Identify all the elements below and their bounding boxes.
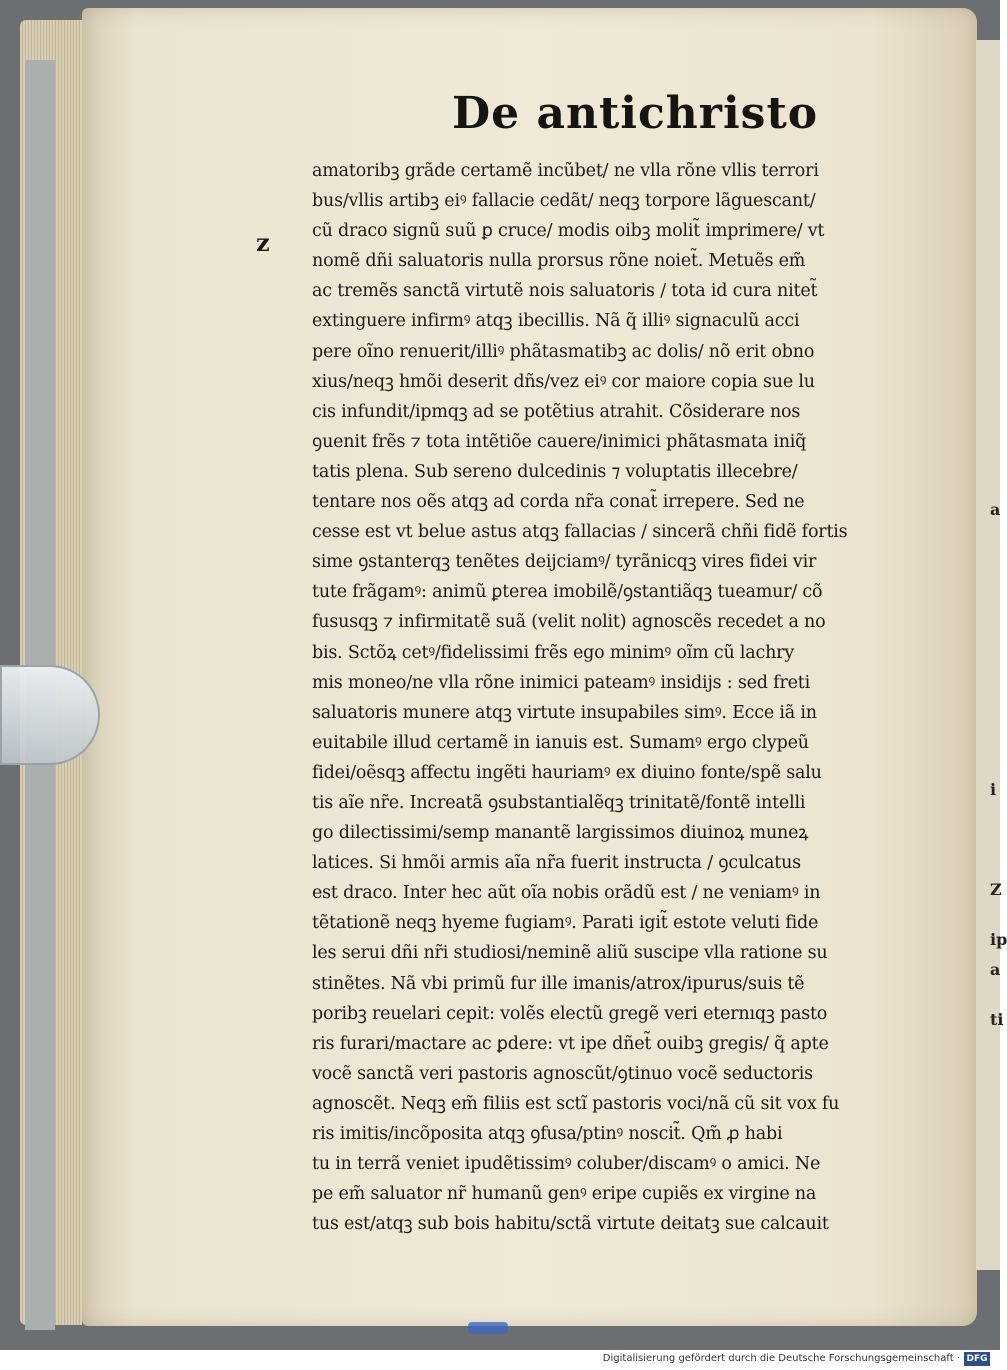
text-line: poribꝫ reuelari cepit: volẽs electũ gregẽ veri eternıqꝫ pasto (312, 1003, 828, 1024)
text-line: pere oĩno renuerit/illiꝰ phãtasmatibꝫ ac dolis/ nõ erit obno (312, 341, 815, 362)
text-line: saluatoris munere atqꝫ virtute insupabiles simꝰ. Ecce iã in (312, 702, 817, 723)
text-line: tute frãgamꝰ: animũ ꝑterea imobilẽ/ꝯstantiãqꝫ tueamur/ cõ (312, 582, 823, 603)
body-text (312, 156, 902, 1239)
text-line: vocẽ sanctã veri pastoris agnoscũt/ꝯtinuo vocẽ seductoris (312, 1063, 813, 1084)
footer-credit: Digitalisierung gefördert durch die Deutsche Forschungsgemeinschaft · (602, 1353, 960, 1364)
facing-page-fragment: ti (990, 1010, 1004, 1029)
page-heading: De antichristo (452, 88, 819, 139)
text-line: cis infundit/ipmqꝫ ad se potẽtius atrahit. Cõsiderare nos (312, 401, 801, 422)
text-line: cũ draco signũ suũ ꝑ cruce/ modis oibꝫ molit̃ imprimere/ vt (312, 221, 825, 242)
text-line: mis moneo/ne vlla rõne inimici pateamꝰ insidijs : sed freti (312, 672, 811, 693)
text-line: sime ꝯstanterqꝫ tenẽtes deijciamꝰ/ tyrãnicqꝫ vires fidei vir (312, 552, 817, 573)
text-line: tatis plena. Sub sereno dulcedinis ⁊ voluptatis illecebre/ (312, 461, 798, 482)
facing-page-fragment: ip (990, 930, 1007, 949)
text-line: agnoscẽt. Neqꝫ em̃ filiis est sctĩ pastoris voci/nã cũ sit vox fu (312, 1093, 840, 1114)
text-line: ris imitis/incõposita atqꝫ ꝯfusa/ptinꝰ noscit̃. Qm̃ ꝓ habi (312, 1124, 783, 1144)
text-line: est draco. Inter hec aũt oĩa nobis orãdũ est / ne veniamꝰ in (312, 883, 821, 904)
facing-page-fragment: a (990, 500, 1001, 519)
dfg-logo: DFG (964, 1352, 990, 1366)
text-line: amatoribꝫ grãde certamẽ incũbet/ ne vlla rõne vllis terrori (312, 161, 819, 181)
text-line: pe em̃ saluator nr̃ humanũ genꝰ eripe cupiẽs ex virgine na (312, 1184, 817, 1205)
text-line: bus/vllis artibꝫ eiꝰ fallacie cedãt/ neqꝫ torpore lãguescant/ (312, 191, 816, 212)
facing-page-edge (976, 40, 1000, 1270)
text-line: xius/neqꝫ hmõi deserit dñs/vez eiꝰ cor maiore copia sue lu (312, 371, 815, 392)
text-line: tis aĩe nr̃e. Increatã ꝯsubstantialẽqꝫ trinitatẽ/fontẽ intelli (312, 792, 806, 813)
blue-ink-mark (468, 1322, 508, 1334)
text-line: nomẽ dñi saluatoris nulla prorsus rõne noiet̃. Metuẽs em̃ (312, 251, 806, 272)
text-line: cesse est vt belue astus atqꝫ fallacias / sincerã chñi fidẽ fortis (312, 522, 848, 543)
text-line: tus est/atqꝫ sub bois habitu/sctã virtute deitatꝫ sue calcauit (312, 1214, 829, 1235)
text-line: euitabile illud certamẽ in ianuis est. Sumamꝰ ergo clypeũ (312, 732, 809, 753)
text-line: tẽtationẽ neqꝫ hyeme fugiamꝰ. Parati igit̃ estote veluti fide (312, 913, 819, 934)
text-line: ac tremẽs sanctã virtutẽ nois saluatoris / tota id cura nitet̃ (312, 281, 818, 302)
text-line: go dilectissimi/semp manantẽ largissimos diuinoꝝ muneꝝ (312, 823, 809, 844)
text-line: stinẽtes. Nã vbi primũ fur ille imanis/atrox/ipurus/suis tẽ (312, 973, 805, 994)
margin-mark: z (256, 228, 270, 257)
text-line: bis. Sctõꝝ cetꝰ/fidelissimi frẽs ego minimꝰ oĩm cũ lachry (312, 642, 795, 663)
text-line: tu in terrã veniet ipudẽtissimꝰ coluber/discamꝰ o amici. Ne (312, 1154, 821, 1175)
text-line: latices. Si hmõi armis aĩa nr̃a fuerit instructa / ꝯculcatus (312, 853, 801, 874)
text-line: fidei/oẽsqꝫ affectu ingẽti hauriamꝰ ex diuino fonte/spẽ salu (312, 762, 822, 783)
text-line: ꝯuenit frẽs ⁊ tota intẽtiõe cauere/inimici phãtasmata iniq̃ (312, 431, 807, 452)
text-line: fususqꝫ ⁊ infirmitatẽ suã (velit nolit) agnoscẽs recedet a no (312, 612, 826, 633)
facing-page-fragment: i (990, 780, 997, 799)
text-line: tentare nos oẽs atqꝫ ad corda nr̃a conat̃ irrepere. Sed ne (312, 492, 805, 513)
text-line: ris furari/mactare ac ꝑdere: vt ipe dñet̃ ouibꝫ gregis/ q̃ apte (312, 1033, 829, 1054)
text-line: extinguere infirmꝰ atqꝫ ibecillis. Nã q̃ illiꝰ signaculũ acci (312, 311, 800, 332)
page-clip (0, 665, 100, 765)
facing-page-fragment: Z (990, 880, 1002, 899)
facing-page-fragment: a (990, 960, 1001, 979)
text-line: les serui dñi nr̃i studiosi/neminẽ aliũ suscipe vlla ratione su (312, 943, 828, 964)
